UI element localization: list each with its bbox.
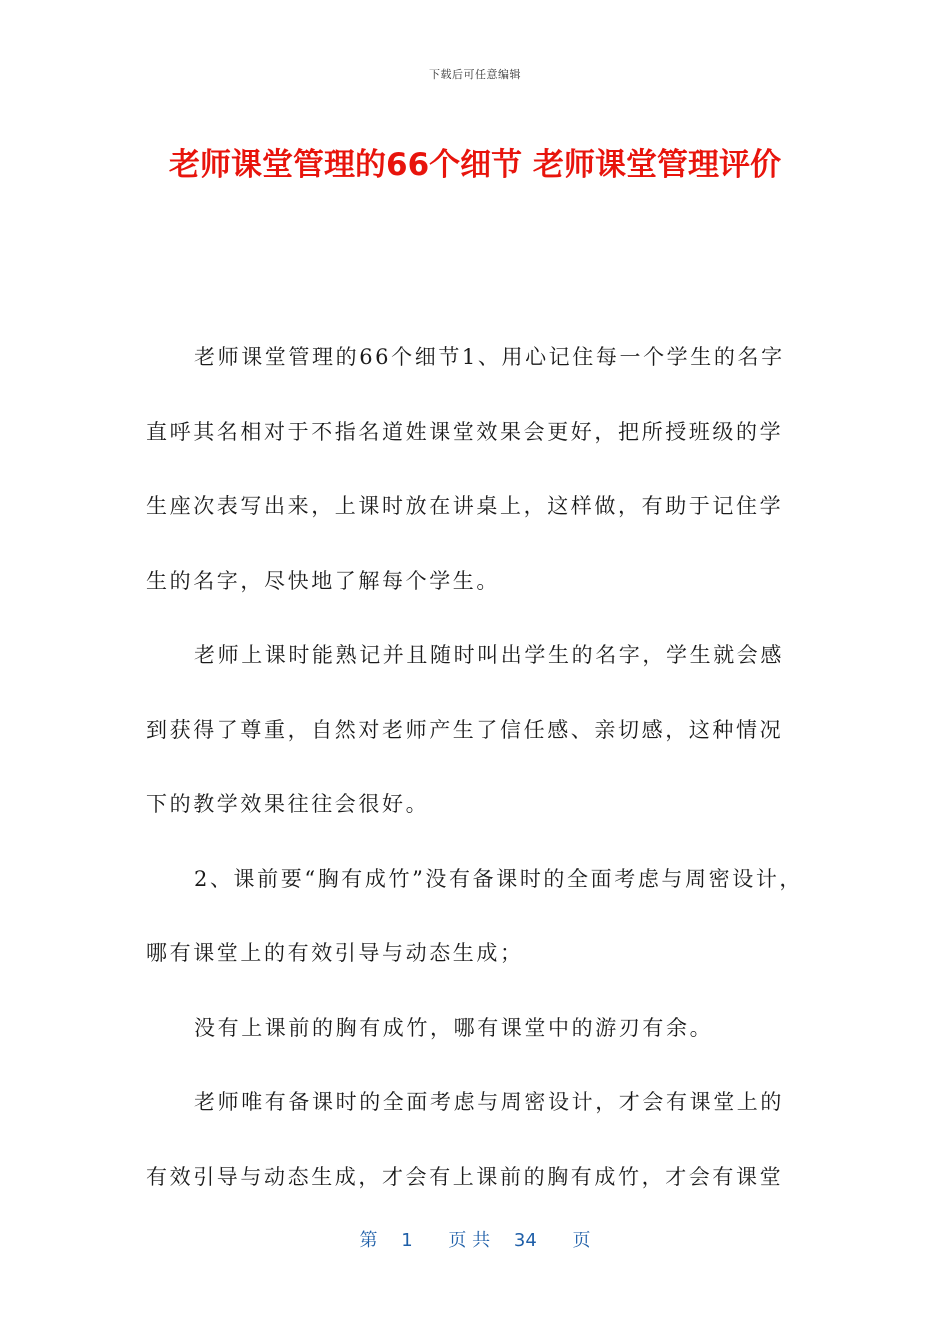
body-line: 直呼其名相对于不指名道姓课堂效果会更好，把所授班级的学 bbox=[146, 419, 784, 444]
footer-middle: 页 共 bbox=[448, 1230, 491, 1251]
body-line: 生座次表写出来，上课时放在讲桌上，这样做，有助于记住学 bbox=[146, 494, 784, 518]
current-page-number: 1 bbox=[401, 1230, 413, 1251]
document-body bbox=[146, 320, 816, 1214]
body-line: 生的名字，尽快地了解每个学生。 bbox=[146, 568, 500, 593]
body-line: 哪有课堂上的有效引导与动态生成； bbox=[146, 941, 524, 965]
footer-suffix: 页 bbox=[572, 1230, 591, 1251]
body-line: 老师上课时能熟记并且随时叫出学生的名字，学生就会感 bbox=[194, 643, 784, 667]
body-line: 到获得了尊重，自然对老师产生了信任感、亲切感，这种情况 bbox=[146, 717, 784, 742]
total-page-count: 34 bbox=[513, 1230, 537, 1251]
document-title: 老师课堂管理的66个细节 老师课堂管理评价 bbox=[169, 147, 781, 183]
body-line: 2、课前要“胸有成竹”没有备课时的全面考虑与周密设计， bbox=[194, 866, 804, 891]
body-line: 老师唯有备课时的全面考虑与周密设计，才会有课堂上的 bbox=[194, 1090, 784, 1114]
footer-prefix: 第 bbox=[359, 1230, 378, 1251]
body-line: 下的教学效果往往会很好。 bbox=[146, 792, 430, 816]
body-line: 老师课堂管理的66个细节1、用心记住每一个学生的名字 bbox=[194, 345, 785, 369]
body-line: 有效引导与动态生成，才会有上课前的胸有成竹，才会有课堂 bbox=[146, 1164, 784, 1189]
body-line: 没有上课前的胸有成竹，哪有课堂中的游刃有余。 bbox=[194, 1015, 714, 1040]
page-header-note: 下载后可任意编辑 bbox=[429, 68, 521, 81]
page-footer bbox=[0, 1226, 950, 1252]
